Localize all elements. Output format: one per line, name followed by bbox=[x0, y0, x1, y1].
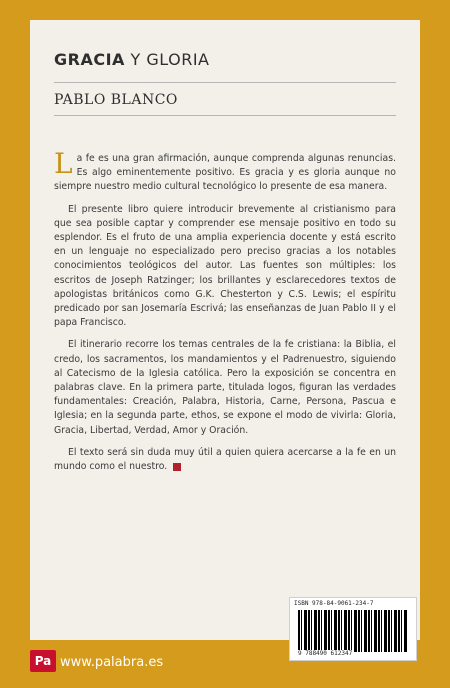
text-panel bbox=[30, 20, 420, 640]
title-bold: GRACIA bbox=[54, 50, 125, 69]
isbn-label: ISBN 978-84-9061-234-7 bbox=[294, 600, 374, 607]
paragraph-3: El itinerario recorre los temas centrales de la fe cristiana: la Biblia, el credo, los sacramentos, los mandamientos y el Padrenuestro, siguiendo al Catecismo de la Iglesia católica. Pero la exposición se concentra en palabras clave. En la primera parte, titulada logos, figuran las verdades fundamentales: Creación, Palabra, Historia, Carne, Persona, Pascua e Iglesia; en la segunda parte, ethos, se expone el modo de vivirla: Gloria, Gracia, Libertad, Verdad, Amor y Oración. bbox=[54, 339, 396, 436]
isbn-barcode bbox=[289, 597, 417, 661]
barcode-icon bbox=[298, 610, 408, 652]
end-mark-icon bbox=[173, 463, 181, 471]
publisher-logo: Pa bbox=[30, 650, 56, 672]
paragraph-4 bbox=[54, 446, 396, 474]
drop-cap: L bbox=[54, 147, 73, 180]
author-divider bbox=[54, 115, 396, 116]
paragraph-2: El presente libro quiere introducir brevemente al cristianismo para que sea posible captar y comprender ese mensaje positivo en todo su esplendor. Es el fruto de una amplia experiencia docente y está escrito en un lenguaje no especializado pero preciso gracias a los notables conocimientos teológicos del autor. Las fuentes son múltiples: los escritos de Joseph Ratzinger; los brillantes y esclarecedores textos de apologistas británicos como G.K. Chesterton y C.S. Lewis; el espíritu predicado por san Josemaría Escrivá; las enseñanzas de Juan Pablo II y el papa Francisco. bbox=[54, 203, 396, 329]
paragraph-4-text: El texto será sin duda muy útil a quien quiera acercarse a la fe en un mundo como el nuestro. bbox=[54, 446, 396, 473]
author-name: PABLO BLANCO bbox=[54, 92, 178, 108]
book-title bbox=[54, 50, 209, 69]
publisher-website: www.palabra.es bbox=[60, 655, 164, 670]
paragraph-1-text: a fe es una gran afirmación, aunque comprenda algunas renuncias. Es algo eminentemente positivo. Es gracia y es gloria aunque no siempre nuestro medio cultural tecnológico lo presente de esa manera. bbox=[54, 153, 396, 193]
paragraph-1 bbox=[54, 147, 396, 195]
title-rest: Y GLORIA bbox=[124, 50, 210, 69]
blurb-text bbox=[54, 147, 396, 482]
barcode-digits: 9 788490 612347 bbox=[298, 650, 353, 657]
title-divider bbox=[54, 82, 396, 83]
